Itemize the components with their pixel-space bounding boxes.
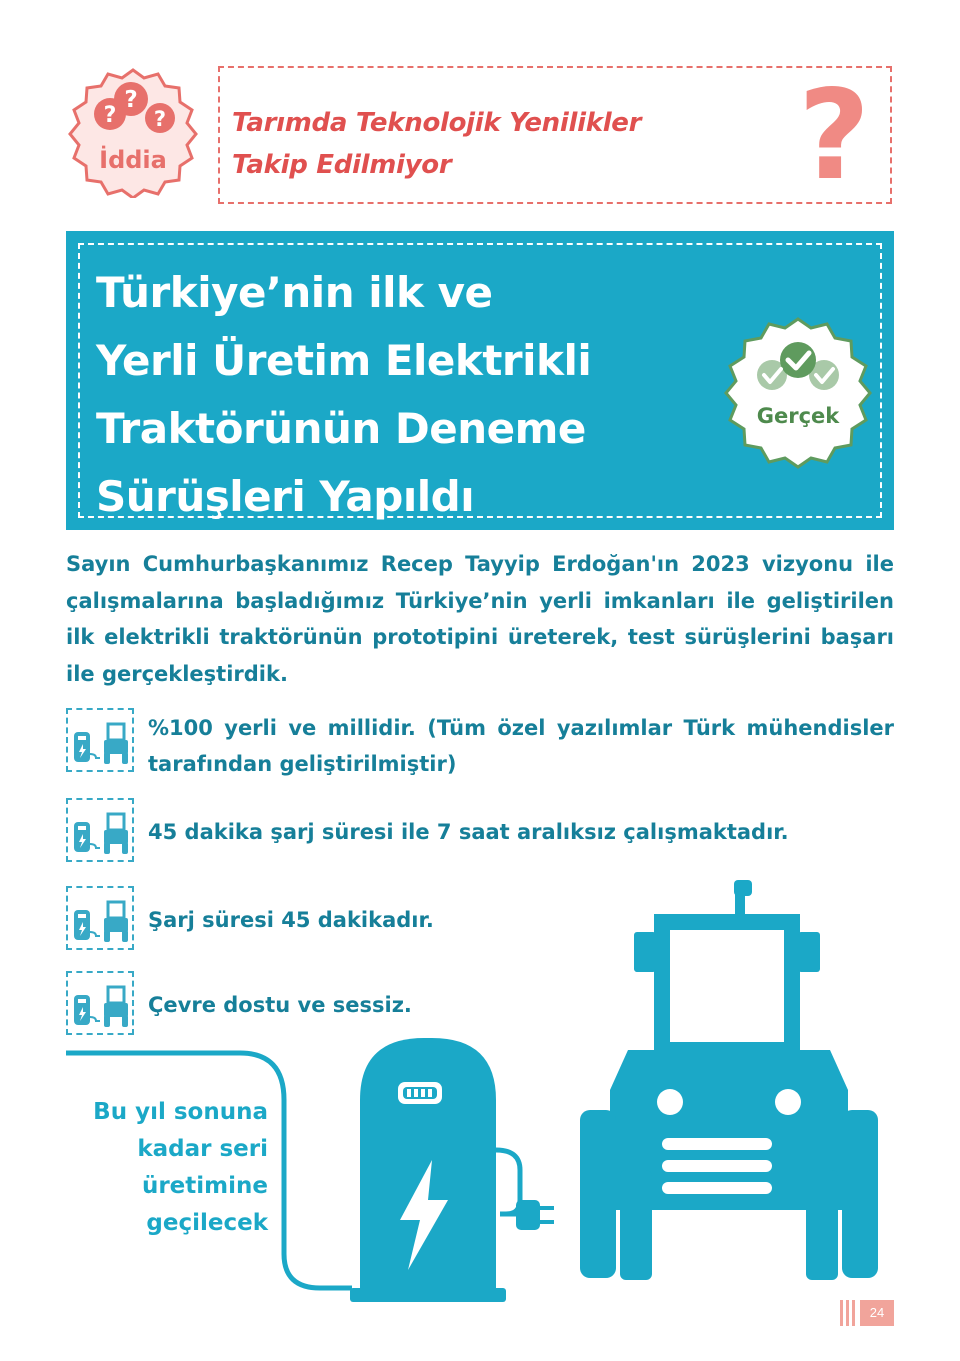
fact-title-line3: Traktörünün Deneme [96, 404, 586, 453]
plug-icon [496, 1150, 554, 1230]
fact-title-frame [78, 243, 882, 521]
bullet-text-3: Şarj süresi 45 dakikadır. [148, 908, 434, 932]
question-bubble-icon [66, 68, 200, 198]
footer-note-line4: geçilecek [146, 1210, 268, 1236]
bullet-text-2: 45 dakika şarj süresi ile 7 saat aralıksız çalışmaktadır. [148, 820, 789, 844]
bullet-item-1 [66, 708, 894, 778]
tractor-icon [580, 880, 878, 1280]
fact-title-line1: Türkiye’nin ilk ve [96, 268, 493, 317]
question-mark-icon: ? [798, 64, 870, 208]
claim-badge [66, 68, 200, 198]
claim-badge-label: İddia [99, 146, 167, 174]
charging-station-icon [350, 1038, 506, 1302]
fact-badge-label: Gerçek [756, 404, 840, 428]
charger-tractor-icon [66, 798, 134, 862]
footer-note-line2: kadar seri [137, 1136, 268, 1162]
footer-note [66, 1094, 268, 1242]
claim-box [218, 64, 892, 208]
claim-text-line2: Takip Edilmiyor [232, 150, 452, 180]
svg-text:?: ? [103, 103, 117, 128]
svg-text:?: ? [124, 87, 138, 113]
checkmark-icon [720, 315, 876, 471]
bullet-item-2 [66, 798, 894, 862]
claim-text [232, 102, 752, 186]
fact-title-line2: Yerli Üretim Elektrikli [96, 336, 592, 385]
bullet-text-1: %100 yerli ve millidir. (Tüm özel yazılımlar Türk mühendisler tarafından geliştirilmiştir) [148, 716, 894, 776]
fact-title [96, 259, 696, 531]
fact-title-block [66, 231, 894, 530]
footer-note-line1: Bu yıl sonuna [93, 1099, 268, 1125]
bullet-text-4: Çevre dostu ve sessiz. [148, 993, 412, 1017]
charger-tractor-icon [66, 708, 134, 772]
claim-text-line1: Tarımda Teknolojik Yenilikler [232, 108, 642, 138]
fact-badge [720, 315, 876, 471]
svg-text:?: ? [153, 107, 167, 131]
footer-note-line3: üretimine [141, 1173, 268, 1199]
fact-title-line4: Sürüşleri Yapıldı [96, 472, 475, 521]
intro-paragraph: Sayın Cumhurbaşkanımız Recep Tayyip Erdoğan'ın 2023 vizyonu ile çalışmalarına başladığımız Türkiye’nin yerli imkanları ile geliştirilen ilk elektrikli traktörünün prototipini üreterek, test sürüşlerini başarı ile gerçekleştirdik. [66, 552, 894, 686]
page-number: 24 [860, 1300, 894, 1326]
page-number-tab [838, 1300, 894, 1326]
page-tab-stripes [838, 1300, 860, 1326]
